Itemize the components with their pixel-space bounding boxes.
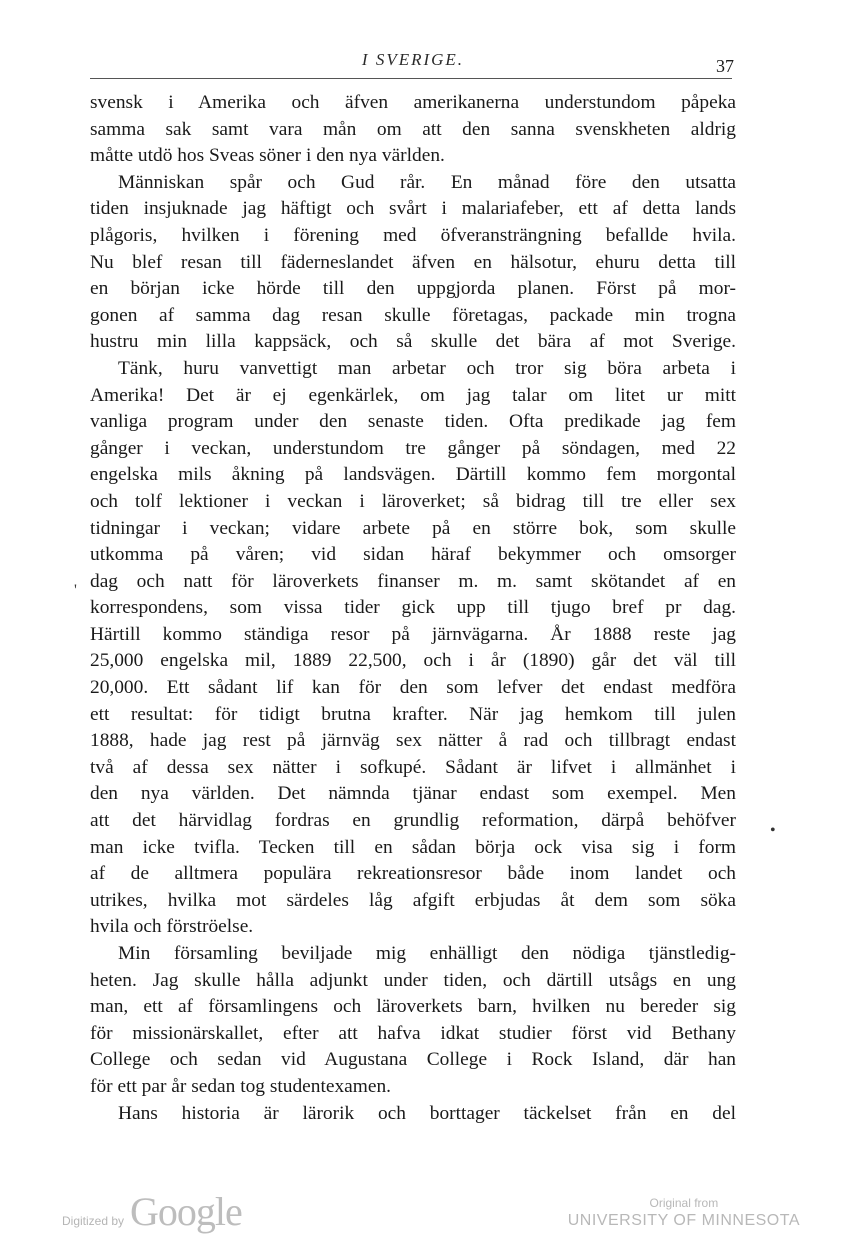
- running-title: I SVERIGE.: [361, 50, 465, 69]
- text-line: dag och natt för läroverkets finanser m. m. samt skötandet af en: [90, 570, 736, 592]
- text-line: gonen af samma dag resan skulle företagas, packade min trogna: [90, 304, 736, 326]
- text-line: utrikes, hvilka mot särdeles låg afgift erbjudas åt dem som söka: [90, 889, 736, 911]
- text-line: korrespondens, som vissa tider gick upp till tjugo bref pr dag.: [90, 597, 736, 619]
- header-rule: [90, 78, 732, 79]
- text-line: tiden insjuknade jag häftigt och svårt i malariafeber, ett af detta lands: [90, 198, 736, 220]
- google-logo: Google: [130, 1189, 242, 1234]
- text-line: Tänk, huru vanvettigt man arbetar och tror sig böra arbeta i: [118, 357, 736, 379]
- text-line: svensk i Amerika och äfven amerikanerna understundom påpeka: [90, 92, 736, 113]
- text-line: Nu blef resan till fäderneslandet äfven en hälsotur, ehuru detta till: [90, 251, 736, 273]
- text-line: att det härvidlag fordras en grundlig reformation, därpå behöfver: [90, 810, 736, 832]
- text-line: engelska mils åkning på landsvägen. Därtill kommo fem morgontal: [90, 464, 736, 486]
- text-line: hustru min lilla kappsäck, och så skulle det bära af mot Sverige.: [90, 331, 736, 353]
- text-line: två af dessa sex nätter i sofkupé. Sådant är lifvet i allmänhet i: [90, 756, 736, 778]
- digitized-by-label: Digitized by: [62, 1214, 125, 1228]
- text-line: gånger i veckan, understundom tre gånger på söndagen, med 22: [90, 437, 736, 459]
- body-text: [90, 90, 736, 1127]
- text-line: ett resultat: för tidigt brutna krafter. När jag hemkom till julen: [90, 703, 736, 725]
- text-line: och tolf lektioner i veckan i läroverket; så bidrag till tre eller sex: [90, 490, 736, 512]
- margin-mark: ': [74, 582, 77, 599]
- text-line: 20,000. Ett sådant lif kan för den som lefver det endast medföra: [90, 677, 736, 699]
- text-line: Amerika! Det är ej egenkärlek, om jag talar om litet ur mitt: [90, 384, 736, 406]
- text-line: plågoris, hvilken i förening med öfveransträngning befallde hvila.: [90, 224, 736, 246]
- text-line: Hans historia är lärorik och borttager täckelset från en del: [118, 1102, 736, 1124]
- text-line: måtte utdö hos Sveas söner i den nya världen.: [90, 145, 445, 167]
- text-line: man, ett af församlingens och läroverkets barn, hvilken nu bereder sig: [90, 996, 736, 1018]
- text-line: en början icke hörde till den uppgjorda planen. Först på mor-: [90, 278, 736, 300]
- text-line: af de alltmera populära rekreationsresor både inom landet och: [90, 863, 736, 885]
- library-attribution: [568, 1196, 800, 1230]
- text-line: College och sedan vid Augustana College i Rock Island, där han: [90, 1049, 736, 1071]
- text-line: för missionärskallet, efter att hafva idkat studier först vid Bethany: [90, 1022, 736, 1044]
- text-line: Härtill kommo ständiga resor på järnvägarna. År 1888 reste jag: [90, 623, 736, 645]
- text-line: Människan spår och Gud rår. En månad före den utsatta: [118, 171, 736, 193]
- text-line: 1888, hade jag rest på järnväg sex nätter å rad och tillbragt endast: [90, 730, 736, 752]
- text-line: heten. Jag skulle hålla adjunkt under tiden, och därtill utsågs en ung: [90, 969, 736, 991]
- margin-mark: •: [770, 822, 776, 839]
- digitized-by-google: [62, 1188, 242, 1235]
- text-line: man icke tvifla. Tecken till en sådan börja ock visa sig i form: [90, 836, 736, 858]
- library-name: UNIVERSITY OF MINNESOTA: [567, 1212, 800, 1229]
- text-line: Min församling beviljade mig enhälligt den nödiga tjänstledig-: [118, 943, 736, 964]
- text-line: för ett par år sedan tog studentexamen.: [90, 1075, 391, 1097]
- text-line: tidningar i veckan; vidare arbete på en större bok, som skulle: [90, 517, 736, 539]
- original-from-label: Original from: [649, 1196, 719, 1210]
- text-line: den nya världen. Det nämnda tjänar endast som exempel. Men: [90, 783, 736, 805]
- text-line: 25,000 engelska mil, 1889 22,500, och i år (1890) går det väl till: [90, 650, 736, 672]
- text-line: hvila och förströelse.: [90, 916, 254, 938]
- page-number: 37: [716, 56, 734, 76]
- running-head: [90, 46, 736, 80]
- text-line: utkomma på våren; vid sidan häraf bekymmer och omsorger: [90, 544, 736, 566]
- text-line: vanliga program under den senaste tiden. Ofta predikade jag fem: [90, 411, 736, 433]
- text-line: samma sak samt vara mån om att den sanna svenskheten aldrig: [90, 118, 736, 140]
